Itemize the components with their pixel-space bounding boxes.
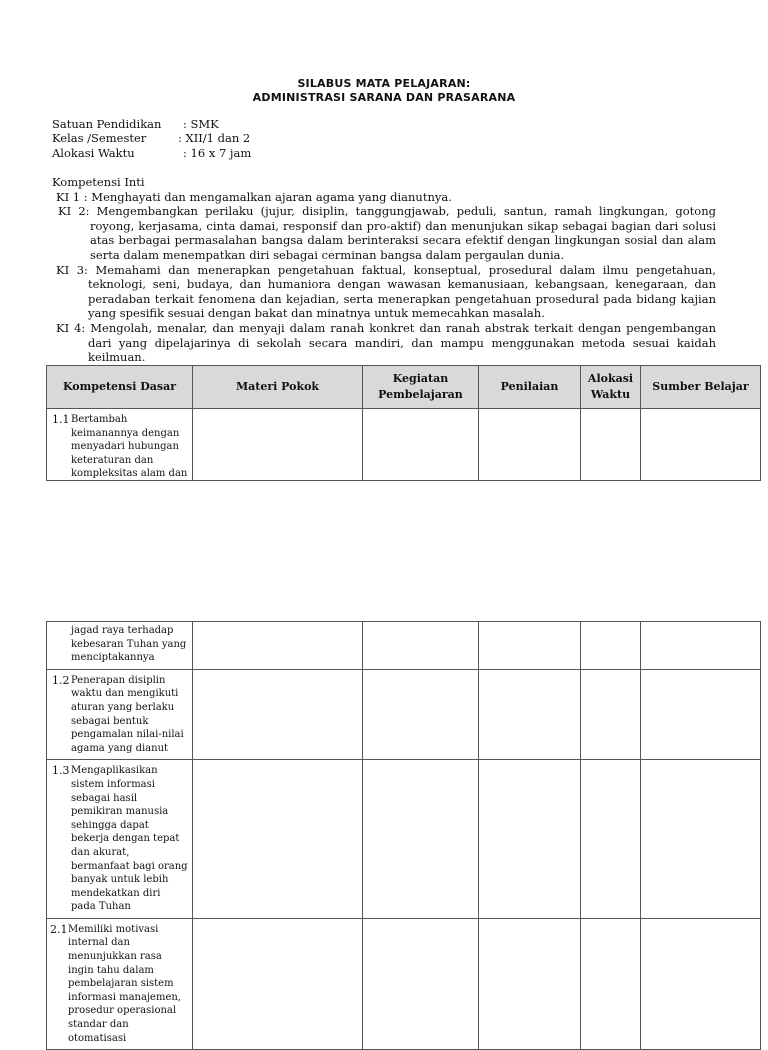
meta-value: : 16 x 7 jam — [183, 146, 252, 160]
header-kompetensi-dasar: Kompetensi Dasar — [47, 366, 193, 409]
kegiatan-cell — [363, 409, 479, 481]
header-materi-pokok: Materi Pokok — [193, 366, 363, 409]
materi-cell — [193, 760, 363, 919]
kompetensi-inti — [52, 175, 716, 365]
table-header-row — [47, 366, 761, 409]
materi-cell — [193, 918, 363, 1049]
kd-number: 1.3 — [52, 764, 70, 778]
kegiatan-cell — [363, 918, 479, 1049]
kd-number: 2.1 — [50, 922, 68, 936]
alokasi-cell — [581, 760, 641, 919]
kd-cell — [47, 409, 193, 481]
doc-title-line2: ADMINISTRASI SARANA DAN PRASARANA — [252, 91, 516, 104]
penilaian-cell — [479, 669, 581, 760]
meta-label: Satuan Pendidikan — [52, 117, 162, 131]
sumber-cell — [641, 760, 761, 919]
sumber-cell — [641, 918, 761, 1049]
kegiatan-cell — [363, 760, 479, 919]
meta-value: : SMK — [183, 117, 219, 131]
header-penilaian: Penilaian — [479, 366, 581, 409]
table-row — [47, 409, 761, 481]
kd-cell — [47, 669, 193, 760]
ki-2: KI 2: Mengembangkan perilaku (jujur, disiplin, tanggungjawab, peduli, santun, ramah lingkungan, gotong royong, kerjasama, cinta damai, responsif dan pro-aktif) dan menunjukan sikap sebagai bagian dari solusi atas berbagai permasalahan bangsa dalam berinteraksi secara efektif dengan lingkungan sosial dan alam serta dalam menempatkan diri sebagai cerminan bangsa dalam pergaulan dunia. — [58, 204, 716, 262]
materi-cell — [193, 669, 363, 760]
table-row — [47, 918, 761, 1049]
header-sumber-belajar: Sumber Belajar — [641, 366, 761, 409]
kd-text: Bertambah keimanannya dengan menyadari hubungan keteraturan dan kompleksitas alam dan — [71, 414, 188, 480]
silabus-table-page2 — [46, 621, 761, 1050]
alokasi-cell — [581, 669, 641, 760]
alokasi-cell — [581, 409, 641, 481]
materi-cell — [193, 409, 363, 481]
penilaian-cell — [479, 409, 581, 481]
sumber-cell — [641, 622, 761, 670]
kd-text: jagad raya terhadap kebesaran Tuhan yang menciptakannya — [71, 625, 187, 664]
meta-label: Kelas /Semester — [52, 131, 147, 145]
meta-label: Alokasi Waktu — [52, 146, 135, 160]
table-row — [47, 669, 761, 760]
kd-cell — [47, 918, 193, 1049]
kd-number: 1.1 — [52, 413, 70, 426]
ki-3: KI 3: Memahami dan menerapkan pengetahuan faktual, konseptual, prosedural dalam ilmu pengetahuan, teknologi, seni, budaya, dan humaniora dengan wawasan kemanusiaan, kebangsaan, kenegaraan, dan peradaban terkait fenomena dan kejadian, serta menerapkan pengetahuan prosedural pada bidang kajian yang spesifik sesuai dengan bakat dan minatnya untuk memecahkan masalah. — [56, 262, 716, 321]
ki-4: KI 4: Mengolah, menalar, dan menyaji dalam ranah konkret dan ranah abstrak terkait dengan pengembangan dari yang dipelajarinya di sekolah secara mandiri, dan mampu menggunakan metoda sesuai kaidah keilmuan. — [56, 320, 716, 365]
doc-title-line1: SILABUS MATA PELAJARAN: — [297, 77, 471, 90]
sumber-cell — [641, 409, 761, 481]
table-row — [47, 622, 761, 670]
header-kegiatan-pembelajaran: Kegiatan Pembelajaran — [363, 366, 479, 409]
kegiatan-cell — [363, 669, 479, 760]
sumber-cell — [641, 669, 761, 760]
materi-cell — [193, 622, 363, 670]
silabus-table-page1 — [46, 365, 761, 481]
table-row — [47, 760, 761, 919]
kd-cell — [47, 760, 193, 919]
penilaian-cell — [479, 622, 581, 670]
kd-text: Mengaplikasikan sistem informasi sebagai hasil pemikiran manusia sehingga dapat bekerja dengan tepat dan akurat, bermanfaat bagi orang banyak untuk lebih mendekatkan diri pada Tuhan — [71, 765, 188, 913]
kd-text: Memiliki motivasi internal dan menunjukkan rasa ingin tahu dalam pembelajaran sistem informasi manajemen, prosedur operasional standar dan otomatisasi — [68, 923, 181, 1044]
penilaian-cell — [479, 918, 581, 1049]
kd-number: 1.2 — [52, 673, 70, 687]
alokasi-cell — [581, 622, 641, 670]
kompetensi-inti-heading: Kompetensi Inti — [52, 175, 145, 189]
ki-1: KI 1 : Menghayati dan mengamalkan ajaran agama yang dianutnya. — [56, 189, 452, 204]
meta-value: : XII/1 dan 2 — [178, 131, 251, 145]
kegiatan-cell — [363, 622, 479, 670]
kd-text: Penerapan disiplin waktu dan mengikuti aturan yang berlaku sebagai bentuk pengamalan nilai-nilai agama yang dianut — [71, 674, 184, 754]
kd-cell — [47, 622, 193, 670]
penilaian-cell — [479, 760, 581, 919]
header-alokasi-waktu: Alokasi Waktu — [581, 366, 641, 409]
alokasi-cell — [581, 918, 641, 1049]
